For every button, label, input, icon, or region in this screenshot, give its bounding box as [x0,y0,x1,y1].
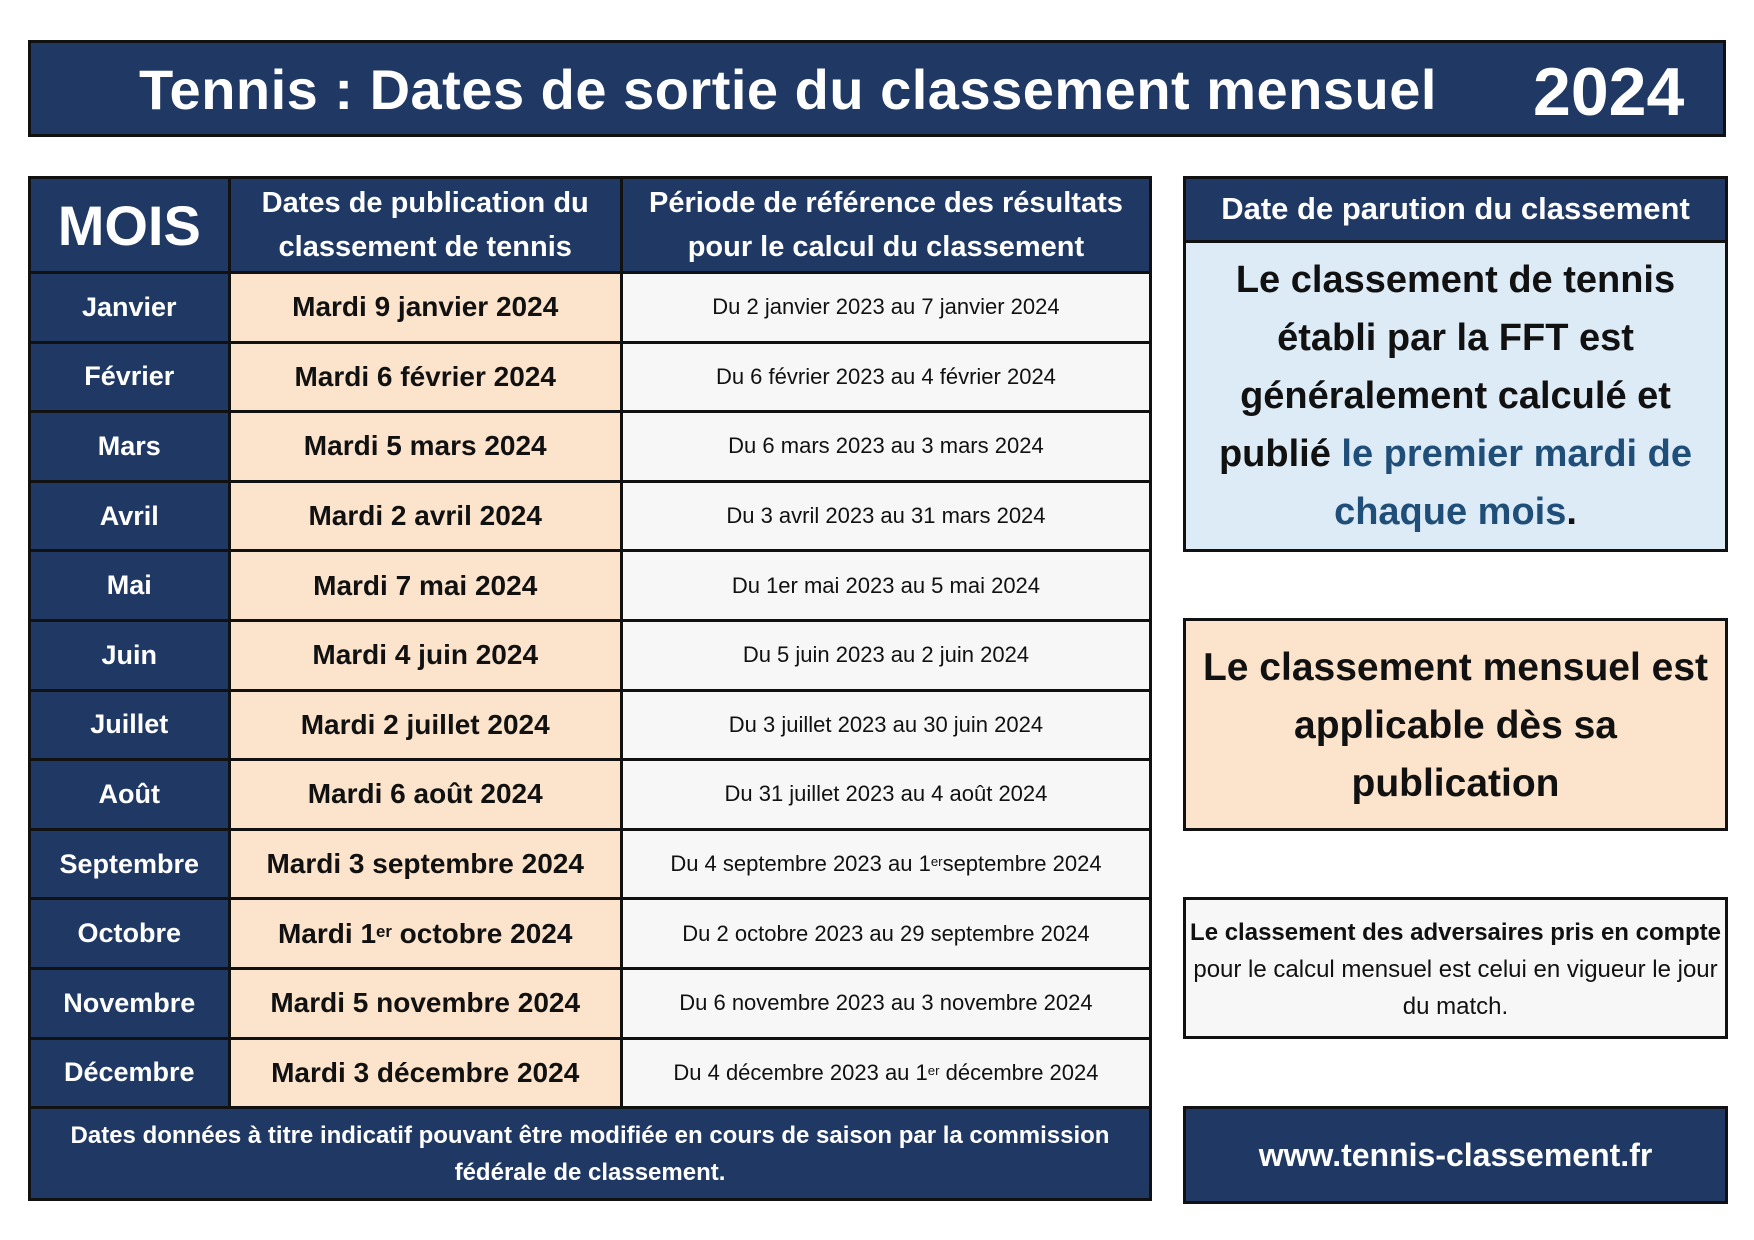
period-text-end: décembre 2024 [939,1059,1099,1085]
reference-period-cell: Du 31 juillet 2023 au 4 août 2024 [621,760,1150,830]
reference-period-cell: Du 1er mai 2023 au 5 mai 2024 [621,551,1150,621]
disclaimer-line2: fédérale de classement. [454,1158,726,1186]
month-cell: Février [30,342,230,412]
page-title: Tennis : Dates de sortie du classement mensuel [139,58,1437,121]
parution-highlight: le premier mardi de chaque mois [1334,433,1693,533]
parution-panel-body [1183,240,1728,552]
ordinal-suffix: er [927,1063,940,1079]
publication-date-cell: Mardi 3 décembre 2024 [229,1038,621,1108]
reference-period-cell: Du 6 novembre 2023 au 3 novembre 2024 [621,968,1150,1038]
header-period [621,178,1150,273]
publication-date-cell [229,899,621,969]
ranking-dates-table [28,176,1152,1201]
applicable-panel: Le classement mensuel est applicable dès sa publication [1183,618,1728,831]
table-row [30,899,1151,969]
reference-period-cell: Du 6 mars 2023 au 3 mars 2024 [621,412,1150,482]
period-text-end: septembre 2024 [942,851,1102,877]
publication-date-cell: Mardi 6 février 2024 [229,342,621,412]
period-text-start: Du 4 décembre 2023 au 1 [673,1059,928,1085]
reference-period-cell: Du 3 avril 2023 au 31 mars 2024 [621,481,1150,551]
month-cell: Août [30,760,230,830]
table-row [30,968,1151,1038]
ordinal-suffix: er [376,921,392,941]
table-row [30,690,1151,760]
publication-date-cell: Mardi 9 janvier 2024 [229,273,621,343]
month-cell: Janvier [30,273,230,343]
publication-date-cell: Mardi 6 août 2024 [229,760,621,830]
reference-period-cell: Du 5 juin 2023 au 2 juin 2024 [621,620,1150,690]
header-publication-line2: classement de tennis [278,231,572,263]
table-note-row [30,1108,1151,1200]
parution-text-end: . [1566,491,1577,533]
table-row [30,620,1151,690]
reference-period-cell: Du 2 octobre 2023 au 29 septembre 2024 [621,899,1150,969]
month-cell: Septembre [30,829,230,899]
ordinal-suffix: er [930,854,943,870]
parution-panel-title: Date de parution du classement [1183,176,1728,243]
publication-date-cell: Mardi 3 septembre 2024 [229,829,621,899]
period-text-start: Du 4 septembre 2023 au 1 [670,851,931,877]
reference-period-cell [621,1038,1150,1108]
month-cell: Novembre [30,968,230,1038]
table-row [30,481,1151,551]
disclaimer-line1: Dates données à titre indicatif pouvant être modifiée en cours de saison par la commission [70,1121,1110,1149]
month-cell: Mars [30,412,230,482]
reference-period-cell: Du 3 juillet 2023 au 30 juin 2024 [621,690,1150,760]
header-period-line2: pour le calcul du classement [687,231,1085,263]
month-cell: Octobre [30,899,230,969]
month-cell: Juin [30,620,230,690]
publication-date-cell: Mardi 2 juillet 2024 [229,690,621,760]
pub-text-end: octobre 2024 [391,917,573,949]
pub-text-start: Mardi 1 [277,917,377,949]
header-month: MOIS [30,178,230,273]
month-cell: Mai [30,551,230,621]
table-row [30,829,1151,899]
publication-date-cell: Mardi 5 novembre 2024 [229,968,621,1038]
disclaimer-note [30,1108,1151,1200]
publication-date-cell: Mardi 4 juin 2024 [229,620,621,690]
year-label: 2024 [1533,54,1685,130]
table-row [30,273,1151,343]
table-row [30,342,1151,412]
header-publication [229,178,621,273]
publication-date-cell: Mardi 5 mars 2024 [229,412,621,482]
website-panel: www.tennis-classement.fr [1183,1106,1728,1204]
header-period-line1: Période de référence des résultats [648,187,1123,219]
month-cell: Avril [30,481,230,551]
table-row [30,1038,1151,1108]
reference-period-cell [621,829,1150,899]
reference-period-cell: Du 6 février 2023 au 4 février 2024 [621,342,1150,412]
month-cell: Décembre [30,1038,230,1108]
table-row [30,412,1151,482]
header-publication-line1: Dates de publication du [261,187,589,219]
adversaires-bold-text: Le classement des adversaires pris en compte [1190,919,1721,946]
table-header-row [30,178,1151,273]
month-cell: Juillet [30,690,230,760]
adversaires-panel [1183,897,1728,1039]
publication-date-cell: Mardi 7 mai 2024 [229,551,621,621]
adversaires-text: pour le calcul mensuel est celui en vigueur le jour du match. [1193,956,1718,1020]
publication-date-cell: Mardi 2 avril 2024 [229,481,621,551]
parution-text: Le classement de tennis établi par la FFT est généralement calculé et publié [1218,259,1676,475]
reference-period-cell: Du 2 janvier 2023 au 7 janvier 2024 [621,273,1150,343]
table-row [30,760,1151,830]
title-banner [28,40,1726,137]
table-row [30,551,1151,621]
